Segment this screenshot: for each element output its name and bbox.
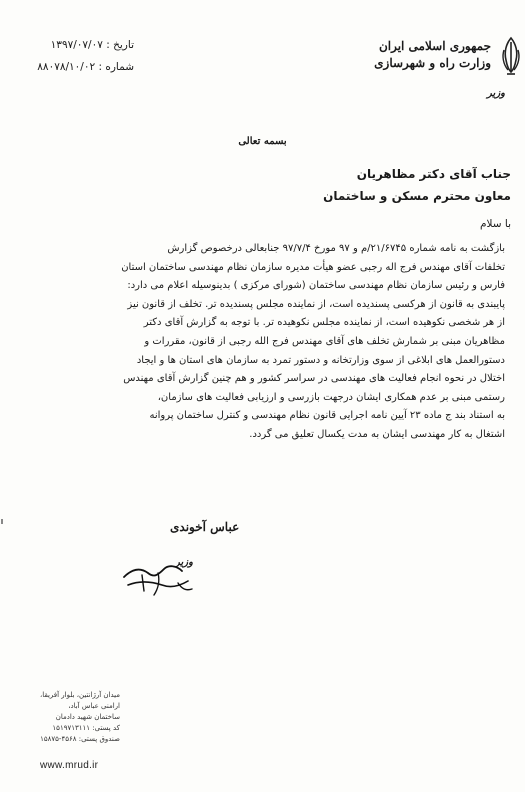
signer-title: وزیر: [175, 557, 193, 568]
address-line: ساختمان شهید دادمان: [55, 713, 120, 721]
greeting: با سلام: [479, 218, 511, 230]
date-row: [14, 34, 134, 56]
body-line: بازگشت به نامه شماره ۲۱/۶۷۴۵/م و ۹۷ مورخ ۹۷/۷/۴ جنابعالی درخصوص گزارش: [167, 243, 505, 254]
body-line: فارس و رئیس سازمان نظام مهندسی ساختمان (شورای مرکزی ) بدینوسیله اعلام می دارد:: [127, 280, 505, 292]
date-label: تاریخ :: [106, 39, 134, 51]
body-line: اختلال در نحوه انجام فعالیت های مهندسی در سراسر کشور و هم چنین گزارش آقای مهندس: [123, 373, 505, 385]
recipient-name: جناب آقای دکتر مظاهریان: [356, 167, 511, 181]
org-office-title: وزیر: [487, 88, 505, 99]
signer-name: عباس آخوندی: [170, 520, 240, 534]
number-value: ۸۸۰۷۸/۱۰/۰۲: [37, 61, 96, 73]
margin-mark: [1, 519, 3, 524]
org-ministry-name: وزارت راه و شهرسازی: [374, 56, 491, 70]
iran-emblem-icon: [500, 36, 522, 78]
number-row: [14, 56, 134, 78]
po-box: صندوق پستی: ۴۵۶۸-۱۵۸۷۵: [40, 735, 120, 743]
address-line: میدان آرژانتین، بلوار آفریقا،: [40, 691, 120, 699]
number-label: شماره :: [98, 61, 134, 73]
body-line: مظاهریان مبنی بر شمارش تخلف های آقای مهندس فرج الله رجبی از قانون، مقررات و: [144, 335, 505, 347]
letter-body: [25, 240, 505, 445]
footer-address: [40, 690, 120, 745]
body-line: رستمی مبنی بر عدم همکاری ایشان درجهت بازرسی و ارزیابی فعالیت های سازمان،: [157, 391, 505, 403]
body-line: تخلفات آقای مهندس فرج اله رجبی عضو هیأت مدیره سازمان نظام مهندسی ساختمان استان: [121, 261, 505, 273]
handwritten-signature: [118, 555, 198, 603]
body-line: پایبندی به قانون از هرکسی پسندیده است، از نماینده مجلس پسندیده تر. تخلف از قانون نیز: [127, 298, 505, 310]
address-line: ارامنی عباس آباد،: [68, 702, 120, 710]
body-line: به استناد بند ج ماده ۲۳ آیین نامه اجرایی قانون نظام مهندسی و کنترل ساختمان پروانه: [149, 410, 505, 422]
org-country-name: جمهوری اسلامی ایران: [378, 39, 491, 53]
body-line: اشتغال به کار مهندسی ایشان به مدت یکسال تعلیق می گردد.: [249, 428, 505, 440]
body-line: از هر شخصی نکوهیده است، از نماینده مجلس نکوهیده تر. با توجه به گزارش آقای دکتر: [143, 317, 505, 329]
postal-code: کد پستی: ۱۵۱۹۷۱۳۱۱۱: [52, 724, 120, 732]
bismillah-heading: بسمه تعالی: [238, 136, 287, 147]
website-link[interactable]: www.mrud.ir: [40, 760, 99, 771]
organization-header: [374, 38, 491, 72]
body-line: دستورالعمل های ابلاغی از سوی وزارتخانه و دستور تمرد به سازمان های استان ها و ایجاد: [136, 354, 505, 366]
letter-meta: [14, 34, 134, 78]
recipient-title: معاون محترم مسکن و ساختمان: [323, 189, 511, 203]
recipient-block: [323, 163, 511, 207]
date-value: ۱۳۹۷/۰۷/۰۷: [50, 39, 103, 51]
